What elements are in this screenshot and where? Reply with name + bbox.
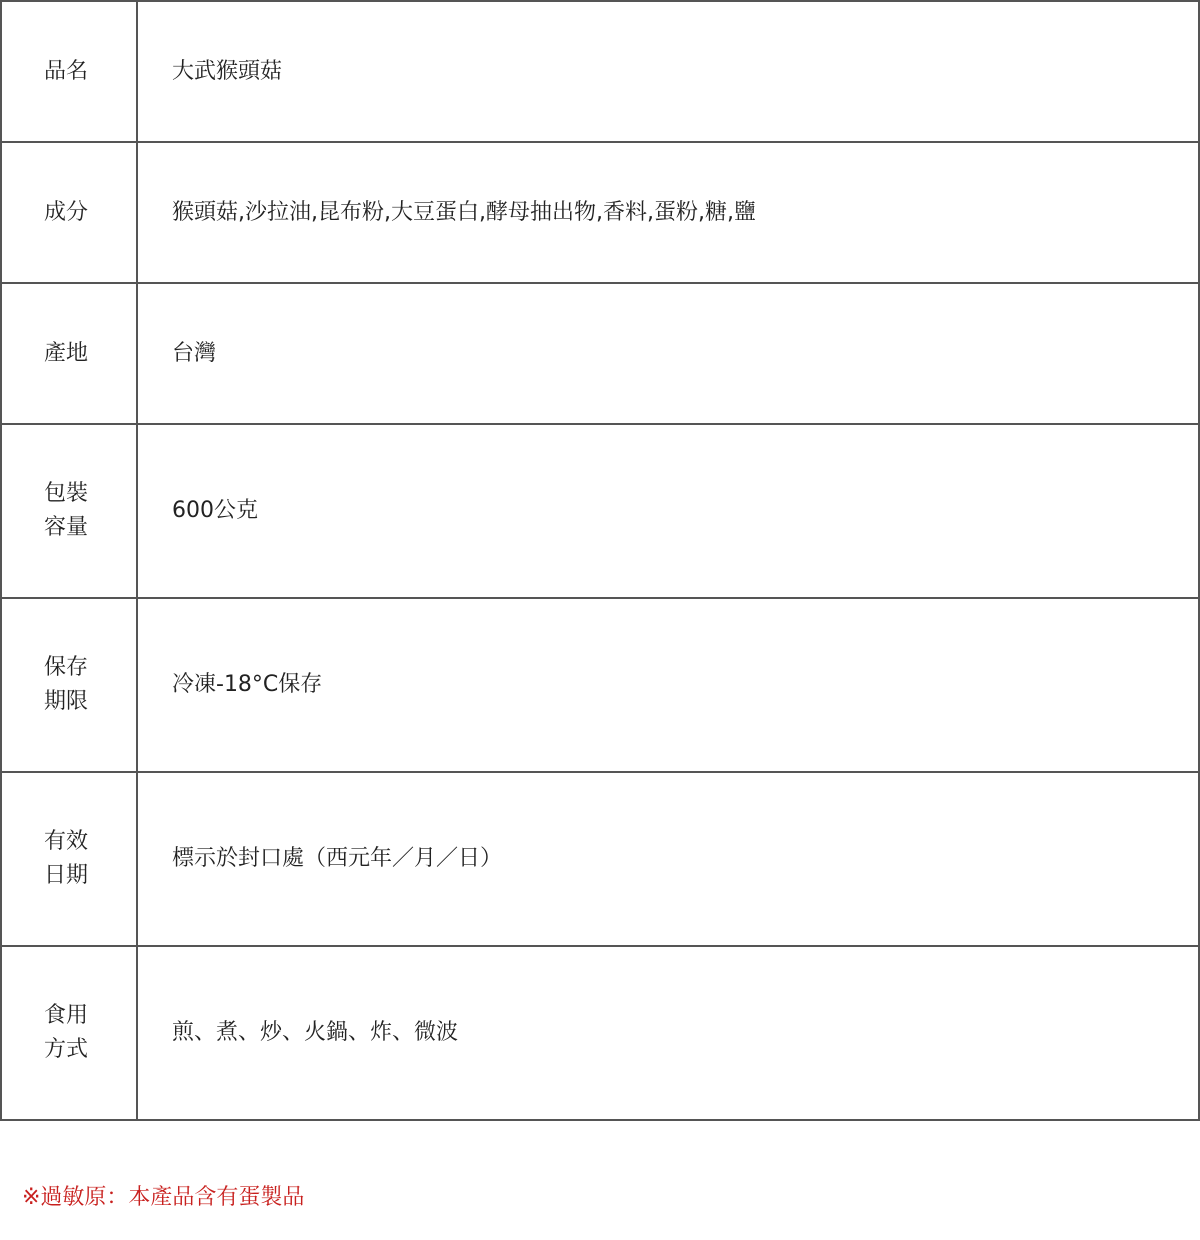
row-value: 冷凍-18°C保存 [137, 598, 1199, 772]
row-value: 煎、煮、炒、火鍋、炸、微波 [137, 946, 1199, 1120]
row-label [1, 424, 137, 598]
row-label-text: 品名 [44, 58, 89, 84]
row-label-text: 成分 [44, 199, 89, 225]
table-row-package-size [1, 424, 1199, 598]
row-label-text: 有效日期 [44, 829, 89, 888]
row-value: 大武猴頭菇 [137, 1, 1199, 142]
row-label-text: 產地 [44, 340, 89, 366]
row-value: 標示於封口處（西元年／月／日） [137, 772, 1199, 946]
table-row-ingredients [1, 142, 1199, 283]
row-label [1, 772, 137, 946]
row-value: 600公克 [137, 424, 1199, 598]
table-row-expiry [1, 772, 1199, 946]
row-label-text: 包裝容量 [44, 481, 89, 540]
table-row-product-name [1, 1, 1199, 142]
table-row-origin [1, 283, 1199, 424]
row-label [1, 1, 137, 142]
row-label [1, 946, 137, 1120]
table-row-usage [1, 946, 1199, 1120]
row-label [1, 142, 137, 283]
row-label [1, 283, 137, 424]
row-value: 猴頭菇,沙拉油,昆布粉,大豆蛋白,酵母抽出物,香料,蛋粉,糖,鹽 [137, 142, 1199, 283]
row-label-text: 保存期限 [44, 655, 89, 714]
row-label-text: 食用方式 [44, 1003, 89, 1062]
row-label [1, 598, 137, 772]
table-row-storage [1, 598, 1199, 772]
allergen-note: ※過敏原：本產品含有蛋製品 [22, 1185, 305, 1210]
row-value: 台灣 [137, 283, 1199, 424]
